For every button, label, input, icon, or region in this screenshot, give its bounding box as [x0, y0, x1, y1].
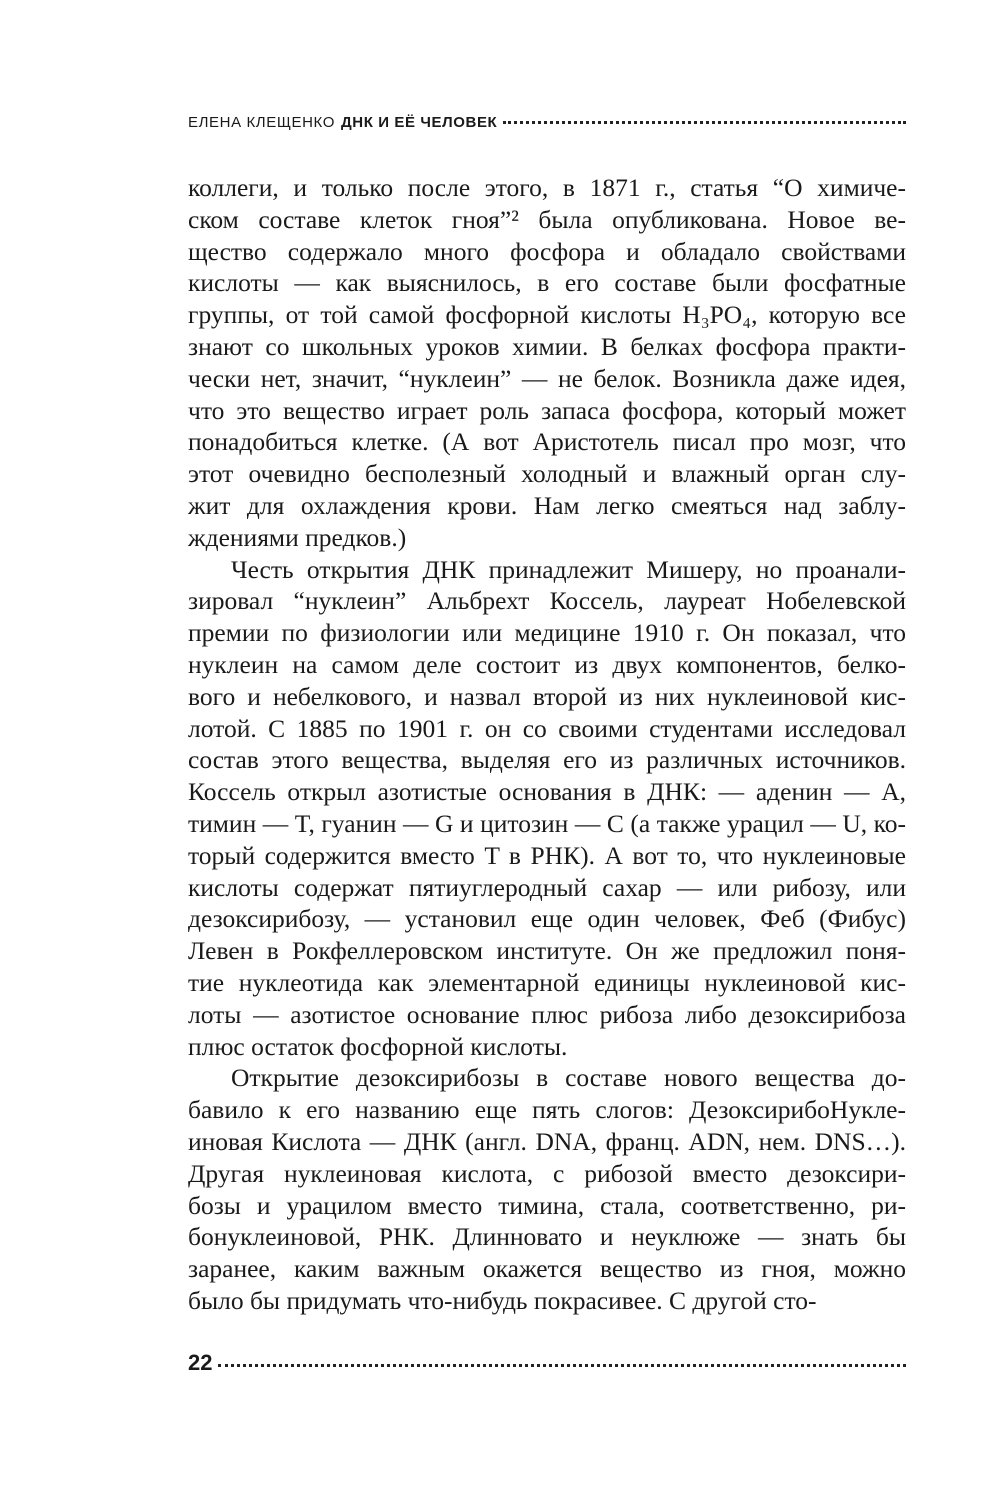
footer-dot-leader [218, 1364, 906, 1367]
text-line: знают со школьных уроков химии. В белках фосфора практи- [188, 331, 906, 361]
text-line: что это вещество играет роль запаса фосфора, который может [188, 395, 906, 425]
text-line: лоты — азотистое основание плюс рибоза либо дезоксирибоза [188, 999, 906, 1029]
text-line: бонуклеиновой, РНК. Длинновато и неуклюже — знать бы [188, 1222, 906, 1252]
text-line: состав этого вещества, выделяя его из различных источников. [188, 745, 906, 775]
text-line: Открытие дезоксирибозы в составе нового вещества до- [231, 1063, 906, 1093]
text-line: бавило к его названию еще пять слогов: ДезоксирибоНукле- [188, 1095, 906, 1125]
header-dot-leader [503, 121, 906, 124]
text-line: премии по физиологии или медицине 1910 г. Он показал, что [188, 618, 906, 648]
page-number: 22 [188, 1350, 213, 1375]
text-line: плюс остаток фосфорной кислоты. [188, 1031, 568, 1061]
text-line: кислоты содержат пятиуглеродный сахар — или рибозу, или [188, 872, 906, 902]
text-line: было бы придумать что-нибудь покрасивее. С другой сто- [188, 1285, 817, 1315]
text-line: торый содержится вместо T в РНК). А вот то, что нуклеиновые [188, 840, 906, 870]
text-line: дезоксирибозу, — установил еще один человек, Феб (Фибус) [188, 904, 906, 934]
text-line: Другая нуклеиновая кислота, с рибозой вместо дезоксири- [188, 1158, 906, 1188]
text-line: щество содержало много фосфора и обладало свойствами [188, 236, 906, 266]
text-line: тимин — T, гуанин — G и цитозин — C (а также урацил — U, ко- [188, 808, 906, 838]
text-line: Коссель открыл азотистые основания в ДНК: — аденин — A, [188, 777, 906, 807]
text-line: нуклеин на самом деле состоит из двух компонентов, белко- [188, 649, 906, 679]
text-line: ждениями предков.) [188, 522, 407, 552]
text-line: вого и небелкового, и назвал второй из них нуклеиновой кис- [188, 681, 906, 711]
text-line: Честь открытия ДНК принадлежит Мишеру, но проанали- [231, 554, 906, 584]
text-line: кислоты — как выяснилось, в его составе были фосфатные [188, 268, 906, 298]
text-line: иновая Кислота — ДНК (англ. DNA, франц. ADN, нем. DNS…). [188, 1126, 906, 1156]
header-author: ЕЛЕНА КЛЕЩЕНКО [188, 114, 335, 131]
header-book-title: ДНК И ЕЁ ЧЕЛОВЕК [340, 114, 498, 131]
text-line: тие нуклеотида как элементарной единицы нуклеиновой кис- [188, 967, 906, 997]
text-line: понадобиться клетке. (А вот Аристотель писал про мозг, что [188, 427, 906, 457]
text-line: этот очевидно бесполезный холодный и влажный орган слу- [188, 459, 906, 489]
text-line: чески нет, значит, “нуклеин” — не белок. Возникла даже идея, [188, 363, 906, 393]
text-line: жит для охлаждения крови. Нам легко смеяться над заблу- [188, 490, 906, 520]
text-line: зировал “нуклеин” Альбрехт Коссель, лауреат Нобелевской [188, 586, 906, 616]
page-body-text [188, 172, 906, 1317]
running-header [188, 114, 906, 131]
text-line: лотой. С 1885 по 1901 г. он со своими студентами исследовал [188, 713, 906, 743]
text-line: ском составе клеток гноя”² была опубликована. Новое ве- [188, 204, 906, 234]
text-line: заранее, каким важным окажется вещество из гноя, можно [188, 1254, 906, 1284]
text-line: коллеги, и только после этого, в 1871 г., статья “О химиче- [188, 173, 906, 202]
page-footer [188, 1350, 906, 1376]
text-line: группы, от той самой фосфорной кислоты H₃PO₄, которую все [188, 300, 906, 330]
text-line: Левен в Рокфеллеровском институте. Он же предложил поня- [188, 936, 906, 966]
text-line: бозы и урацилом вместо тимина, стала, соответственно, ри- [188, 1190, 906, 1220]
